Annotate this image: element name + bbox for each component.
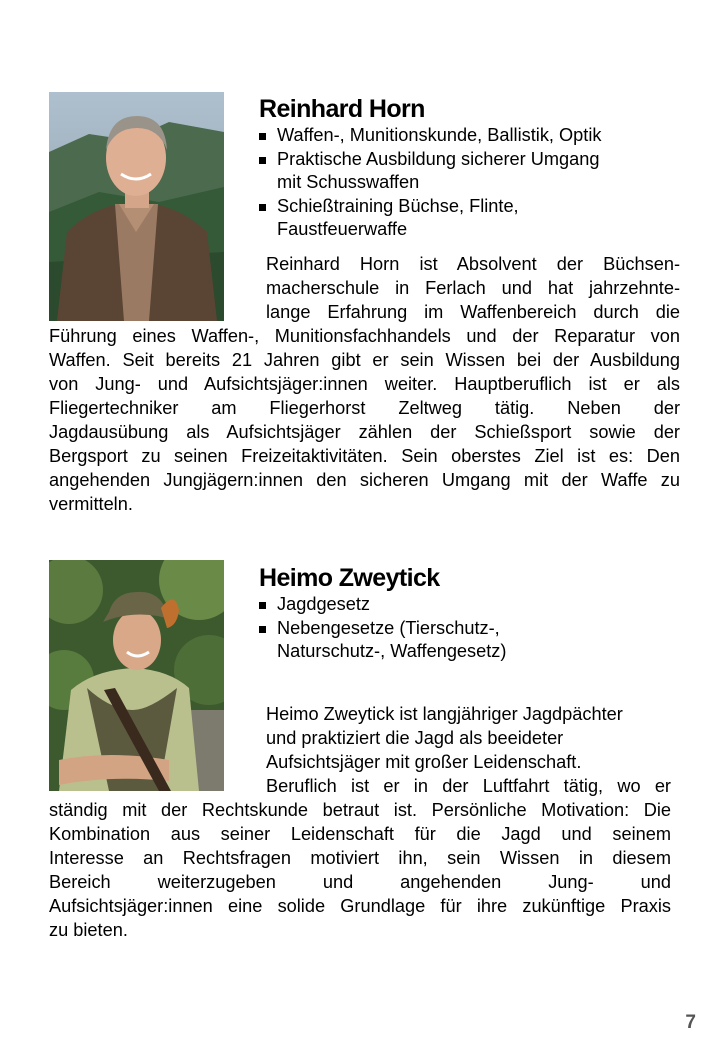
page-number: 7 xyxy=(685,1012,696,1033)
subject-item: Nebengesetze (Tierschutz-, Naturschutz-, Waffengesetz) xyxy=(259,617,506,664)
bullet-square-icon xyxy=(259,157,266,164)
bio-line: Fliegertechniker am Fliegerhorst Zeltweg tätig. Neben der xyxy=(49,398,680,418)
person-name: Reinhard Horn xyxy=(259,95,425,123)
bio-line: Beruflich ist er in der Luftfahrt tätig, wo er xyxy=(266,776,671,796)
bio-line: vermitteln. xyxy=(49,494,133,514)
bio-line: und praktiziert die Jagd als beeideter xyxy=(266,728,564,748)
bio-line: Jagdausübung als Aufsichtsjäger zählen der Schießsport sowie der xyxy=(49,422,680,442)
bio-line: zu bieten. xyxy=(49,920,128,940)
bullet-square-icon xyxy=(259,602,266,609)
subject-list xyxy=(259,124,601,242)
bio-line: Bereich weiterzugeben und angehenden Jung- und xyxy=(49,872,671,892)
bio-line: Aufsichtsjäger:innen eine solide Grundlage für ihre zukünftige Praxis xyxy=(49,896,671,916)
bio-line: lange Erfahrung im Waffenbereich durch die xyxy=(266,302,680,322)
bio-line: Reinhard Horn ist Absolvent der Büchsen- xyxy=(266,254,680,274)
bio-line: von Jung- und Aufsichtsjäger:innen weiter. Hauptberuflich ist er als xyxy=(49,374,680,394)
bio-line: Aufsichtsjäger mit großer Leidenschaft. xyxy=(266,752,582,772)
bullet-square-icon xyxy=(259,133,266,140)
bio-line: macherschule in Ferlach und hat jahrzehnte- xyxy=(266,278,680,298)
subject-item: Waffen-, Munitionskunde, Ballistik, Optik xyxy=(259,124,601,148)
person-name: Heimo Zweytick xyxy=(259,564,440,592)
bullet-square-icon xyxy=(259,204,266,211)
bio-line: Waffen. Seit bereits 21 Jahren gibt er sein Wissen bei der Ausbildung xyxy=(49,350,680,370)
bio-line: Bergsport zu seinen Freizeitaktivitäten. Sein oberstes Ziel ist es: Den xyxy=(49,446,680,466)
bio-line: Führung eines Waffen-, Munitionsfachhandels und der Reparatur von xyxy=(49,326,680,346)
subject-item: Jagdgesetz xyxy=(259,593,506,617)
subject-item: Schießtraining Büchse, Flinte, Faustfeuerwaffe xyxy=(259,195,601,242)
bio-line: ständig mit der Rechtskunde betraut ist. Persönliche Motivation: Die xyxy=(49,800,671,820)
bullet-square-icon xyxy=(259,626,266,633)
subject-item: Praktische Ausbildung sicherer Umgang mit Schusswaffen xyxy=(259,148,601,195)
subject-list xyxy=(259,593,506,664)
portrait-reinhard-horn xyxy=(49,92,224,321)
bio-line: Kombination aus seiner Leidenschaft für die Jagd und seinem xyxy=(49,824,671,844)
portrait-heimo-zweytick xyxy=(49,560,224,791)
bio-line: Interesse an Rechtsfragen motiviert ihn, sein Wissen in diesem xyxy=(49,848,671,868)
bio-line: angehenden Jungjägern:innen den sicheren Umgang mit der Waffe zu xyxy=(49,470,680,490)
bio-line: Heimo Zweytick ist langjähriger Jagdpächter xyxy=(266,704,623,724)
